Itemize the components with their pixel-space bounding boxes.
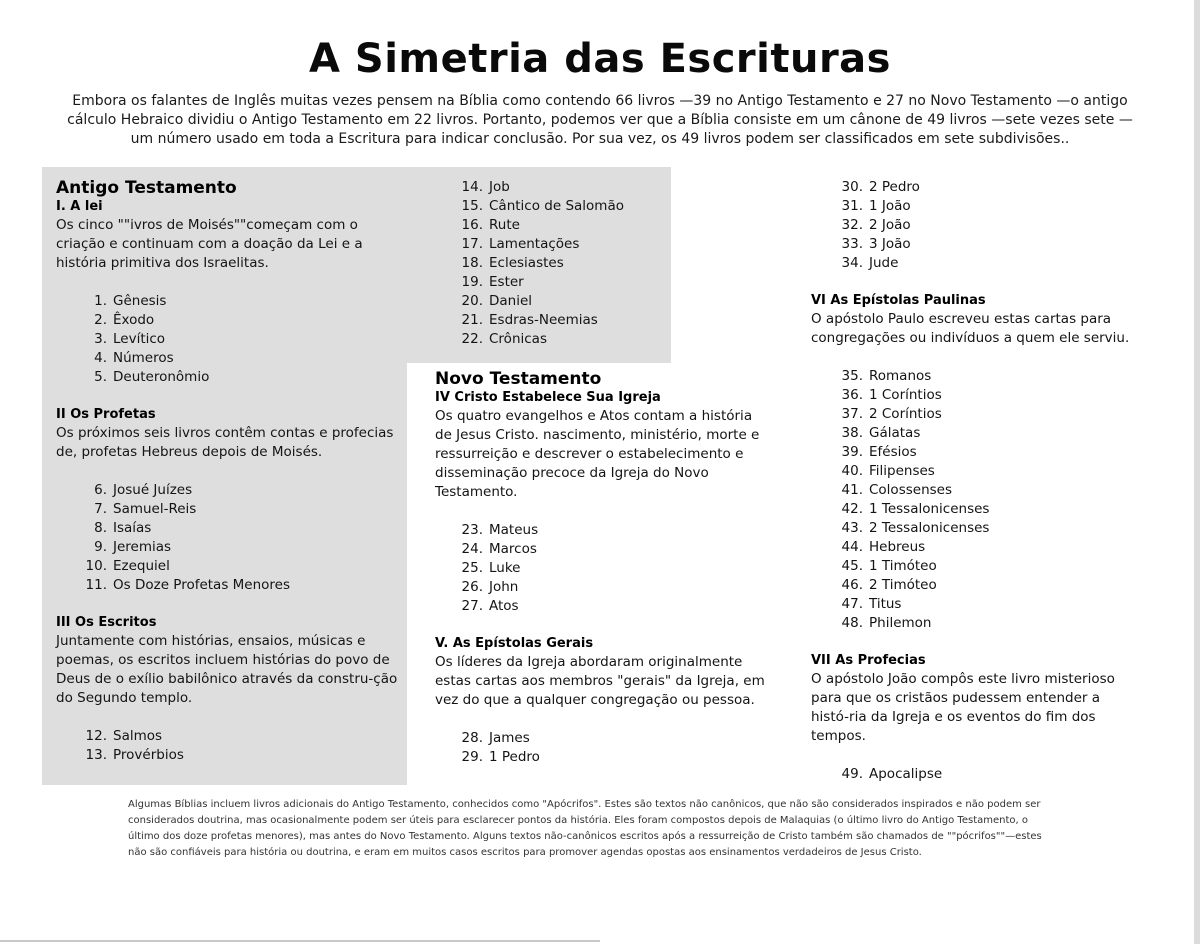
book-number: 1. (94, 293, 107, 309)
book-name: 1 Timóteo (869, 558, 937, 574)
book-list-writings-part2 (435, 178, 765, 349)
book-number: 42. (841, 501, 863, 517)
book-item (811, 500, 1141, 519)
book-name: Marcos (489, 541, 537, 557)
book-list-general-epistles-part1 (435, 729, 765, 767)
apocrypha-footnote: Algumas Bíblias incluem livros adicionais do Antigo Testamento, conhecidos como "Apócrifos". Estes são textos não canônicos, que não são considerados inspirados e não podem ser considerados doutrina, mas ocasionalmente podem ser úteis para esclarecer pontos da história. Eles foram compostos depois de Malaquias (o último livro do Antigo Testamento, o último dos doze profetas menores), mas antes do Novo Testamento. Alguns textos não-canônicos escritos após a ressurreição de Cristo também são chamados de ""pócrifos""—estes não são confiáveis para história ou doutrina, e eram em muitos casos escritos para promover agendas opostas aos ensinamentos verdadeiros de Jesus Cristo. (128, 799, 1042, 858)
section-description-writings: Juntamente com histórias, ensaios, músicas e poemas, os escritos incluem histórias do povo de Deus de o exílio babilônico através da constru-ção do Segundo templo. (56, 633, 398, 706)
section-title-prophets: II Os Profetas (56, 407, 156, 422)
book-item (811, 367, 1141, 386)
book-item (435, 748, 765, 767)
book-item (811, 557, 1141, 576)
book-name: Titus (869, 596, 902, 612)
book-number: 11. (85, 577, 107, 593)
book-list-general-epistles-part2 (811, 178, 1141, 273)
book-list-writings-part1 (56, 727, 401, 765)
column-middle (435, 178, 765, 767)
book-item (811, 462, 1141, 481)
page-bottom-rule (0, 940, 600, 942)
book-number: 6. (94, 482, 107, 498)
book-number: 38. (841, 425, 863, 441)
book-name: Provérbios (113, 747, 184, 763)
book-item (56, 576, 401, 595)
book-list-prophecies (811, 765, 1141, 784)
book-item (435, 311, 765, 330)
section-title-writings: III Os Escritos (56, 615, 157, 630)
book-item (811, 405, 1141, 424)
book-item (811, 519, 1141, 538)
book-number: 45. (841, 558, 863, 574)
book-name: Job (489, 179, 510, 195)
book-number: 19. (461, 274, 483, 290)
book-item (811, 614, 1141, 633)
book-number: 9. (94, 539, 107, 555)
book-number: 39. (841, 444, 863, 460)
book-item (811, 424, 1141, 443)
book-number: 34. (841, 255, 863, 271)
book-name: James (489, 730, 530, 746)
book-name: Samuel-Reis (113, 501, 197, 517)
book-item (56, 481, 401, 500)
book-name: Êxodo (113, 312, 155, 328)
book-item (811, 197, 1141, 216)
book-name: Mateus (489, 522, 539, 538)
book-item (811, 765, 1141, 784)
book-number: 23. (461, 522, 483, 538)
book-name: 2 João (869, 217, 911, 233)
book-item (811, 443, 1141, 462)
book-item (435, 729, 765, 748)
book-number: 7. (94, 501, 107, 517)
book-item (56, 500, 401, 519)
column-right (811, 178, 1141, 784)
book-name: Deuteronômio (113, 369, 210, 385)
book-list-pauline-epistles (811, 367, 1141, 633)
book-item (811, 216, 1141, 235)
book-item (56, 368, 401, 387)
book-number: 31. (841, 198, 863, 214)
column-left (56, 178, 401, 765)
book-number: 48. (841, 615, 863, 631)
book-number: 33. (841, 236, 863, 252)
book-number: 13. (85, 747, 107, 763)
old-testament-heading: Antigo Testamento (56, 178, 237, 198)
book-item (56, 727, 401, 746)
book-name: Luke (489, 560, 521, 576)
book-item (811, 386, 1141, 405)
section-title-general-epistles: V. As Epístolas Gerais (435, 636, 594, 651)
book-number: 36. (841, 387, 863, 403)
section-title-pauline-epistles: VI As Epístolas Paulinas (811, 293, 986, 308)
book-name: Apocalipse (869, 766, 943, 782)
book-number: 2. (94, 312, 107, 328)
book-item (435, 540, 765, 559)
book-name: 2 Pedro (869, 179, 920, 195)
book-item (811, 538, 1141, 557)
book-name: Gálatas (869, 425, 921, 441)
book-number: 44. (841, 539, 863, 555)
book-name: Lamentações (489, 236, 580, 252)
section-title-gospels: IV Cristo Estabelece Sua Igreja (435, 390, 661, 405)
book-number: 40. (841, 463, 863, 479)
book-name: Salmos (113, 728, 163, 744)
book-number: 4. (94, 350, 107, 366)
book-number: 18. (461, 255, 483, 271)
book-number: 5. (94, 369, 107, 385)
book-name: Esdras-Neemias (489, 312, 598, 328)
book-list-law (56, 292, 401, 387)
book-number: 30. (841, 179, 863, 195)
book-number: 8. (94, 520, 107, 536)
book-item (811, 254, 1141, 273)
book-item (56, 538, 401, 557)
section-title-prophecies: VII As Profecias (811, 653, 926, 668)
page-edge-shadow (1194, 0, 1200, 944)
book-number: 37. (841, 406, 863, 422)
book-name: Atos (489, 598, 519, 614)
book-name: Hebreus (869, 539, 926, 555)
book-name: Crônicas (489, 331, 547, 347)
book-item (811, 576, 1141, 595)
book-name: Romanos (869, 368, 932, 384)
book-name: Efésios (869, 444, 917, 460)
book-name: Os Doze Profetas Menores (113, 577, 291, 593)
book-name: 1 João (869, 198, 911, 214)
book-number: 43. (841, 520, 863, 536)
book-item (435, 254, 765, 273)
book-item (811, 235, 1141, 254)
book-name: 3 João (869, 236, 911, 252)
section-description-prophecies: O apóstolo João compôs este livro misterioso para que os cristãos pudessem entender a histó-ria da Igreja e os eventos do fim dos tempos. (811, 671, 1115, 744)
book-number: 26. (461, 579, 483, 595)
book-number: 47. (841, 596, 863, 612)
book-number: 28. (461, 730, 483, 746)
book-number: 24. (461, 541, 483, 557)
book-name: 2 Timóteo (869, 577, 937, 593)
book-number: 14. (461, 179, 483, 195)
book-item (435, 235, 765, 254)
book-number: 29. (461, 749, 483, 765)
book-name: Colossenses (869, 482, 952, 498)
book-item (435, 559, 765, 578)
book-number: 15. (461, 198, 483, 214)
book-number: 35. (841, 368, 863, 384)
new-testament-heading: Novo Testamento (435, 369, 602, 389)
book-number: 21. (461, 312, 483, 328)
book-number: 25. (461, 560, 483, 576)
book-name: Daniel (489, 293, 533, 309)
book-number: 10. (85, 558, 107, 574)
book-name: 1 Coríntios (869, 387, 942, 403)
book-name: Levítico (113, 331, 166, 347)
book-name: Philemon (869, 615, 932, 631)
section-description-prophets: Os próximos seis livros contêm contas e profecias de, profetas Hebreus depois de Moisés. (56, 425, 394, 460)
section-description-law: Os cinco ""ivros de Moisés""começam com o criação e continuam com a doação da Lei e a história primitiva dos Israelitas. (56, 217, 363, 271)
book-item (56, 519, 401, 538)
book-name: Gênesis (113, 293, 167, 309)
section-description-pauline-epistles: O apóstolo Paulo escreveu estas cartas para congregações ou indivíduos a quem ele serviu. (811, 311, 1130, 346)
book-name: Cântico de Salomão (489, 198, 624, 214)
book-item (435, 578, 765, 597)
book-number: 46. (841, 577, 863, 593)
book-number: 22. (461, 331, 483, 347)
book-name: Rute (489, 217, 520, 233)
book-list-gospels (435, 521, 765, 616)
book-number: 17. (461, 236, 483, 252)
book-item (56, 349, 401, 368)
book-list-prophets (56, 481, 401, 595)
book-name: Josué Juízes (113, 482, 193, 498)
book-item (435, 197, 765, 216)
book-item (435, 216, 765, 235)
book-item (435, 597, 765, 616)
book-name: Ester (489, 274, 524, 290)
book-number: 27. (461, 598, 483, 614)
book-name: 2 Coríntios (869, 406, 942, 422)
book-item (435, 521, 765, 540)
intro-paragraph: Embora os falantes de Inglês muitas vezes pensem na Bíblia como contendo 66 livros —39 no Antigo Testamento e 27 no Novo Testamento —o antigo cálculo Hebraico dividiu o Antigo Testamento em 22 livros. Portanto, podemos ver que a Bíblia consiste em um cânone de 49 livros —sete vezes sete —um número usado em toda a Escritura para indicar conclusão. Por sua vez, os 49 livros podem ser classificados em sete subdivisões.. (67, 93, 1133, 147)
book-item (56, 292, 401, 311)
book-name: 1 Tessalonicenses (869, 501, 990, 517)
book-name: Jude (869, 255, 899, 271)
book-number: 32. (841, 217, 863, 233)
book-name: 1 Pedro (489, 749, 540, 765)
book-item (56, 746, 401, 765)
book-item (56, 330, 401, 349)
book-name: Eclesiastes (489, 255, 564, 271)
book-name: Filipenses (869, 463, 935, 479)
book-name: John (489, 579, 519, 595)
book-number: 49. (841, 766, 863, 782)
book-item (811, 178, 1141, 197)
book-item (56, 557, 401, 576)
page-title: A Simetria das Escrituras (309, 36, 891, 82)
book-item (435, 273, 765, 292)
book-item (56, 311, 401, 330)
book-name: Isaías (113, 520, 152, 536)
book-name: Jeremias (113, 539, 172, 555)
book-name: Números (113, 350, 174, 366)
book-number: 41. (841, 482, 863, 498)
section-description-general-epistles: Os líderes da Igreja abordaram originalmente estas cartas aos membros "gerais" da Igreja, em vez do que a qualquer congregação ou pessoa. (435, 654, 765, 708)
section-description-gospels: Os quatro evangelhos e Atos contam a história de Jesus Cristo. nascimento, ministério, morte e ressurreição e descrever o estabelecimento e disseminação precoce da Igreja do Novo Testamento. (435, 408, 760, 500)
book-name: Ezequiel (113, 558, 170, 574)
section-title-law: I. A lei (56, 199, 103, 214)
book-number: 3. (94, 331, 107, 347)
book-name: 2 Tessalonicenses (869, 520, 990, 536)
book-item (811, 595, 1141, 614)
book-item (811, 481, 1141, 500)
book-number: 12. (85, 728, 107, 744)
book-item (435, 292, 765, 311)
book-number: 20. (461, 293, 483, 309)
book-item (435, 330, 765, 349)
book-item (435, 178, 765, 197)
book-number: 16. (461, 217, 483, 233)
